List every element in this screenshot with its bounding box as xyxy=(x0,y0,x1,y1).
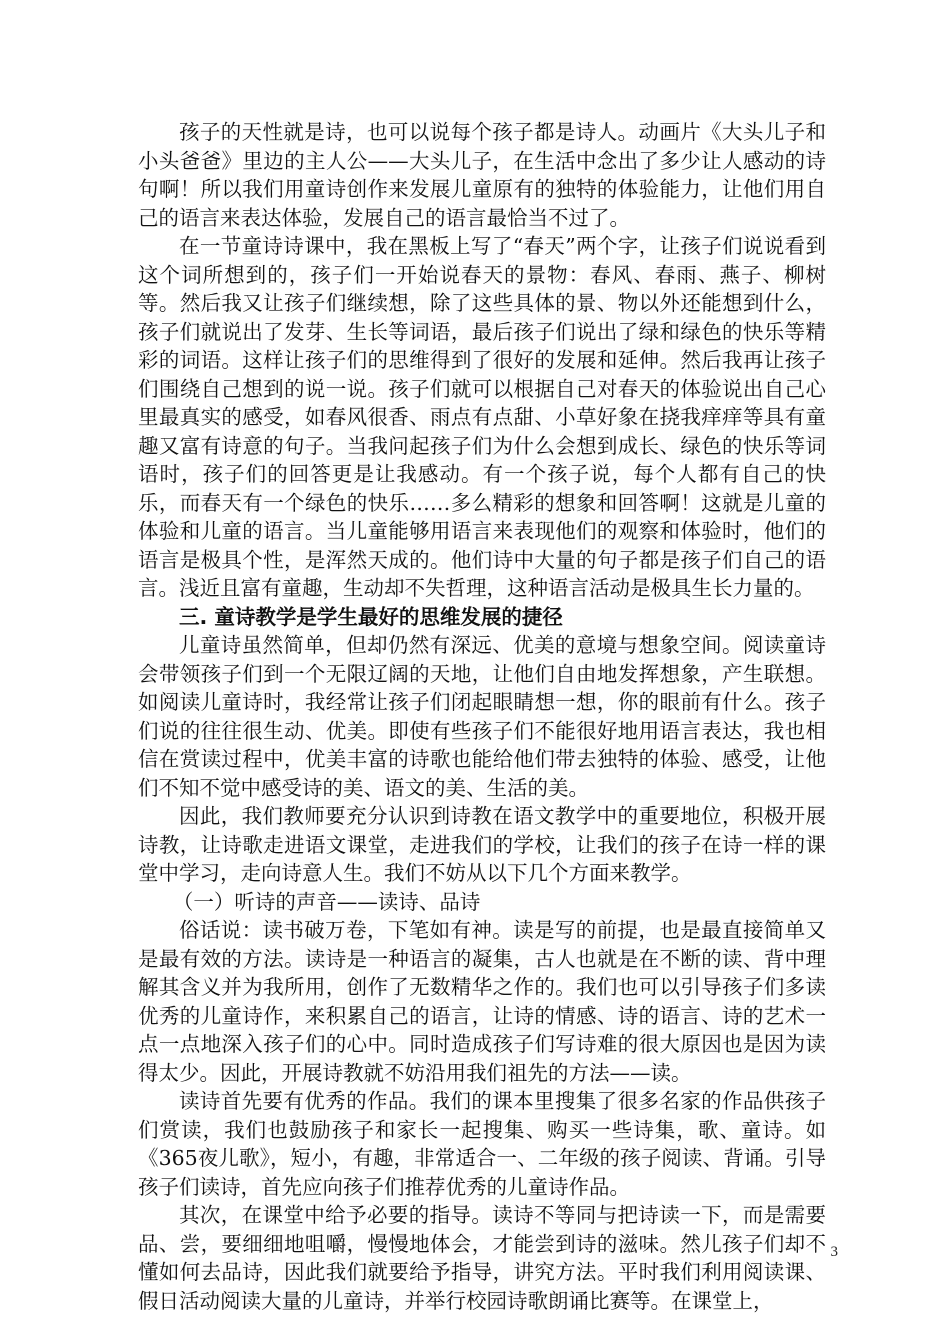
section-heading-three: 三. 童诗教学是学生最好的思维发展的捷径 xyxy=(179,604,563,629)
paragraph-spring-lesson: 在一节童诗诗课中，我在黑板上写了“春天”两个字，让孩子们说说看到这个词所想到的，孩子们一开始说春天的景物：春风、春雨、燕子、柳树等。然后我又让孩子们继续想，除了这些具体的景、物以外还能想到什么，孩子们就说出了发芽、生长等词语，最后孩子们说出了绿和绿色的快乐等精彩的词语。这样让孩子们的思维得到了很好的发展和延伸。然后我再让孩子们围绕自己想到的说一说。孩子们就可以根据自己对春天的体验说出自己心里最真实的感受，如春风很香、雨点有点甜、小草好象在挠我痒痒等具有童趣又富有诗意的句子。当我问起孩子们为什么会想到成长、绿色的快乐等词语时，孩子们的回答更是让我感动。有一个孩子说，每个人都有自己的快乐，而春天有一个绿色的快乐……多么精彩的想象和回答啊！这就是儿童的体验和儿童的语言。当儿童能够用语言来表现他们的观察和体验时，他们的语言是极具个性，是浑然天成的。他们诗中大量的句子都是孩子们自己的语言。浅近且富有童趣，生动却不失哲理，这种语言活动是极具生长力量的。 xyxy=(138,234,826,600)
paragraph-teacher-role: 因此，我们教师要充分认识到诗教在语文教学中的重要地位，积极开展诗教，让诗歌走进语文课堂，走进我们的学校，让我们的孩子在诗一样的课堂中学习，走向诗意人生。我们不妨从以下几个方面来教学。 xyxy=(138,804,826,885)
paragraph-reading-method: 俗话说：读书破万卷，下笔如有神。读是写的前提，也是最直接简单又是最有效的方法。读诗是一种语言的凝集，古人也就是在不断的读、背中理解其含义并为我所用，创作了无数精华之作的。我们也可以引导孩子们多读优秀的儿童诗作，来积累自己的语言，让诗的情感、诗的语言、诗的艺术一点一点地深入孩子们的心中。同时造成孩子们写诗难的很大原因也是因为读得太少。因此，开展诗教就不妨沿用我们祖先的方法——读。 xyxy=(138,918,826,1085)
paragraph-excellent-works: 读诗首先要有优秀的作品。我们的课本里搜集了很多名家的作品供孩子们赏读，我们也鼓励孩子和家长一起搜集、购买一些诗集，歌、童诗。如《365夜儿歌》，短小，有趣，非常适合一、二年级的孩子阅读、背诵。引导孩子们读诗，首先应向孩子们推荐优秀的儿童诗作品。 xyxy=(138,1089,826,1199)
paragraph-imagination-space: 儿童诗虽然简单，但却仍然有深远、优美的意境与想象空间。阅读童诗会带领孩子们到一个无限辽阔的天地，让他们自由地发挥想象，产生联想。如阅读儿童诗时，我经常让孩子们闭起眼睛想一想，你的眼前有什么。孩子们说的往往很生动、优美。即使有些孩子们不能很好地用语言表达，我也相信在赏读过程中，优美丰富的诗歌也能给他们带去独特的体验、感受，让他们不知不觉中感受诗的美、语文的美、生活的美。 xyxy=(138,633,826,800)
document-body xyxy=(138,118,826,1315)
paragraph-children-poetry-nature: 孩子的天性就是诗，也可以说每个孩子都是诗人。动画片《大头儿子和小头爸爸》里边的主人公——大头儿子，在生活中念出了多少让人感动的诗句啊！所以我们用童诗创作来发展儿童原有的独特的体验能力，让他们用自己的语言来表达体验，发展自己的语言最恰当不过了。 xyxy=(138,120,826,230)
page-number: 3 xyxy=(830,1244,838,1260)
paragraph-classroom-guidance: 其次，在课堂中给予必要的指导。读诗不等同与把诗读一下，而是需要品、尝，要细细地咀嚼，慢慢地体会，才能尝到诗的滋味。然儿孩子们却不懂如何去品诗，因此我们就要给予指导，讲究方法。平时我们利用阅读课、假日活动阅读大量的儿童诗，并举行校园诗歌朗诵比赛等。在课堂上， xyxy=(138,1203,826,1313)
subsection-heading-one: （一）听诗的声音——读诗、品诗 xyxy=(172,889,481,914)
